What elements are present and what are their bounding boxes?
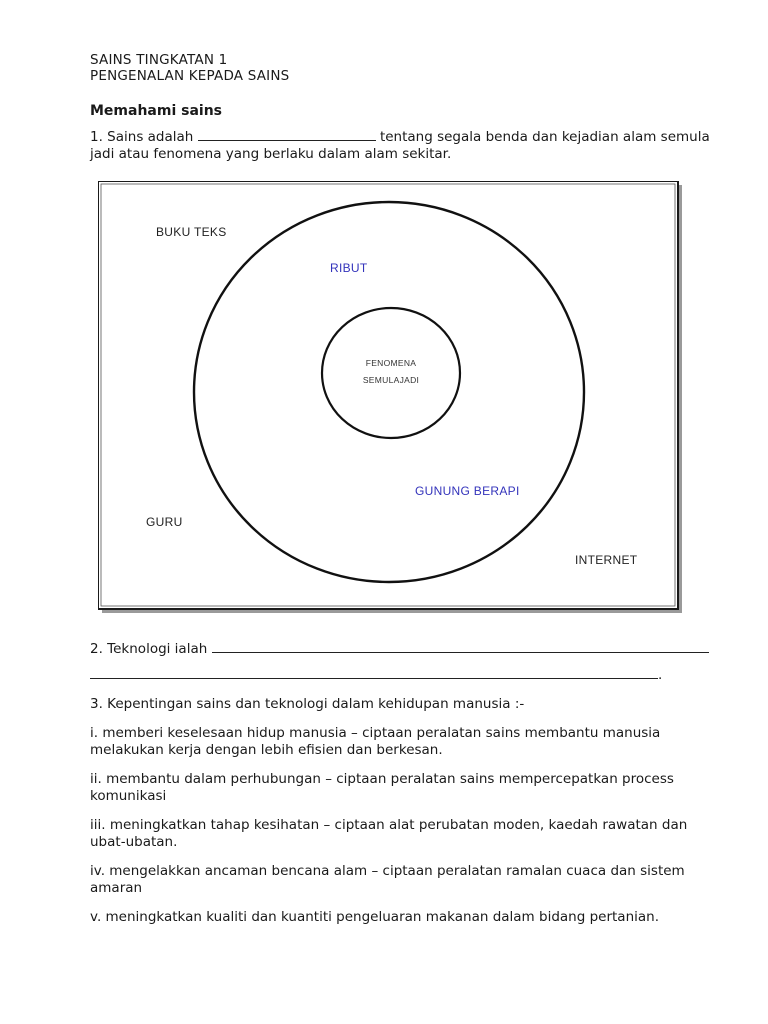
question-3-intro: 3. Kepentingan sains dan teknologi dalam kehidupan manusia :- [90, 696, 525, 712]
label-semulajadi: SEMULAJADI [362, 375, 420, 385]
label-ribut: RIBUT [330, 261, 368, 275]
question-2-blank-2[interactable] [90, 666, 658, 679]
question-1-suffix: tentang segala benda dan kejadian alam semula [379, 129, 710, 145]
question-1-prefix: 1. Sains adalah [90, 129, 194, 145]
label-fenomena: FENOMENA [365, 358, 417, 368]
science-diagram [98, 181, 682, 613]
question-3-item-5: v. meningkatkan kualiti dan kuantiti pengeluaran makanan dalam bidang pertanian. [90, 909, 659, 925]
worksheet-subtitle: PENGENALAN KEPADA SAINS [90, 68, 290, 84]
section-title: Memahami sains [90, 103, 223, 119]
question-3-item-1: i. memberi keselesaan hidup manusia – ciptaan peralatan sains membantu manusia melakukan kerja dengan lebih efisien dan berkesan. [90, 725, 661, 758]
label-internet: INTERNET [575, 553, 638, 567]
question-1 [90, 128, 730, 163]
question-3-item-2: ii. membantu dalam perhubungan – ciptaan peralatan sains mempercepatkan process komunikasi [90, 771, 674, 804]
question-1-blank[interactable] [198, 128, 376, 141]
question-3-item-4: iv. mengelakkan ancaman bencana alam – ciptaan peralatan ramalan cuaca dan sistem amaran [90, 863, 685, 896]
label-guru: GURU [146, 515, 183, 529]
worksheet-top [90, 52, 730, 163]
diagram-frame [98, 181, 678, 609]
question-2-prefix: 2. Teknologi ialah [90, 641, 208, 657]
question-2-end: . [658, 667, 663, 683]
question-2-blank-1[interactable] [212, 640, 709, 653]
label-buku-teks: BUKU TEKS [156, 225, 227, 239]
question-1-line2: jadi atau fenomena yang berlaku dalam alam sekitar. [90, 146, 452, 162]
label-gunung-berapi: GUNUNG BERAPI [415, 484, 520, 498]
question-3-item-3: iii. meningkatkan tahap kesihatan – ciptaan alat perubatan moden, kaedah rawatan dan ubat-ubatan. [90, 817, 688, 850]
worksheet-title: SAINS TINGKATAN 1 [90, 52, 228, 68]
worksheet-bottom [90, 632, 730, 926]
question-2 [90, 640, 730, 684]
